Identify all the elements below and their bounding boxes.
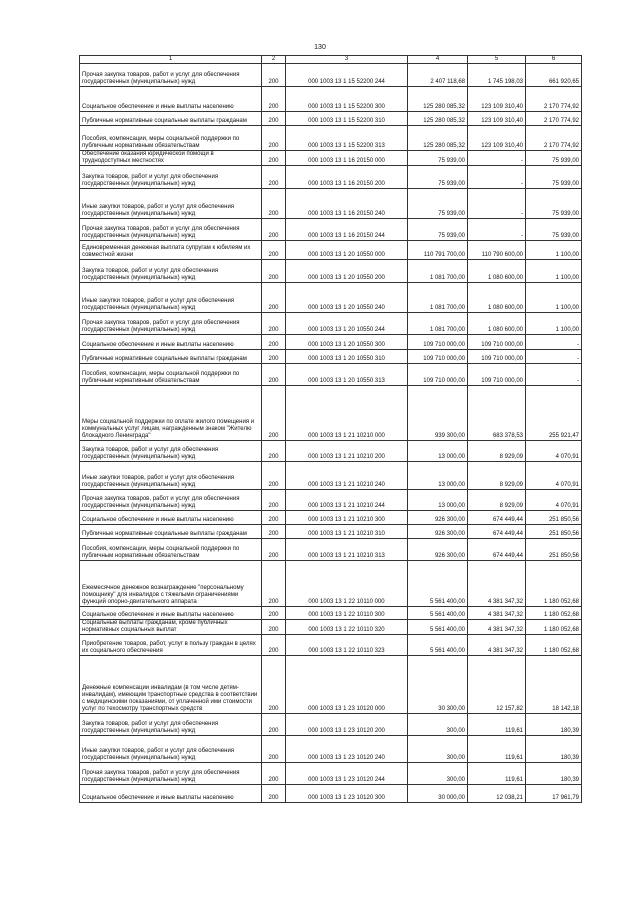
- row-name: Закупка товаров, работ и услуг для обеспечения государственных (муниципальных) нужд: [80, 441, 262, 462]
- row-plan-amount: 125 280 085,32: [408, 87, 468, 112]
- row-remaining-amount: 1 180 052,68: [526, 635, 582, 656]
- row-name: Меры социальной поддержки по оплате жилого помещения и коммунальных услуг лицам, награжденным знаком "Жителю блокадного Ленинграда": [80, 386, 262, 441]
- row-executed-amount: 123 109 310,40: [468, 87, 526, 112]
- row-grbs-code: 200: [262, 763, 286, 785]
- table-row: [80, 87, 582, 112]
- row-remaining-amount: 18 142,18: [526, 656, 582, 714]
- header-cell: 6: [526, 56, 582, 64]
- row-executed-amount: 12 157,82: [468, 656, 526, 714]
- row-plan-amount: 1 081 700,00: [408, 260, 468, 283]
- row-remaining-amount: 4 070,91: [526, 441, 582, 462]
- row-name: Прочая закупка товаров, работ и услуг для обеспечения государственных (муниципальных) нужд: [80, 490, 262, 511]
- row-grbs-code: 200: [262, 785, 286, 803]
- row-name: Единовременная денежная выплата супругам к юбилеям их совместной жизни: [80, 241, 262, 260]
- row-name: Иные закупки товаров, работ и услуг для обеспечения государственных (муниципальных) нужд: [80, 189, 262, 219]
- row-remaining-amount: 2 170 774,92: [526, 112, 582, 126]
- table-header-row: [80, 56, 582, 64]
- row-grbs-code: 200: [262, 87, 286, 112]
- page-number: 130: [314, 44, 326, 51]
- row-grbs-code: 200: [262, 386, 286, 441]
- row-name: Социальные выплаты гражданам, кроме публичных нормативных социальных выплат: [80, 620, 262, 635]
- row-remaining-amount: 1 100,00: [526, 260, 582, 283]
- row-budget-code: 000 1003 13 1 21 10210 244: [286, 490, 408, 511]
- row-budget-code: 000 1003 13 1 21 10210 240: [286, 462, 408, 490]
- row-budget-code: 000 1003 13 1 21 10210 310: [286, 525, 408, 539]
- row-plan-amount: 926 300,00: [408, 525, 468, 539]
- table-row: [80, 335, 582, 350]
- row-remaining-amount: 75 939,00: [526, 219, 582, 241]
- row-name: Закупка товаров, работ и услуг для обеспечения государственных (муниципальных) нужд: [80, 260, 262, 283]
- table-row: [80, 635, 582, 656]
- row-budget-code: 000 1003 13 1 15 52200 310: [286, 112, 408, 126]
- row-plan-amount: 300,00: [408, 714, 468, 736]
- row-grbs-code: 200: [262, 620, 286, 635]
- row-executed-amount: 674 449,44: [468, 511, 526, 525]
- row-remaining-amount: 1 180 052,68: [526, 561, 582, 607]
- row-name: Иные закупки товаров, работ и услуг для обеспечения государственных (муниципальных) нужд: [80, 283, 262, 313]
- row-name: Иные закупки товаров, работ и услуг для обеспечения государственных (муниципальных) нужд: [80, 736, 262, 763]
- row-remaining-amount: -: [526, 364, 582, 386]
- row-budget-code: 000 1003 13 1 23 10120 240: [286, 736, 408, 763]
- row-grbs-code: 200: [262, 350, 286, 364]
- row-plan-amount: 13 000,00: [408, 462, 468, 490]
- table-row: [80, 283, 582, 313]
- table-row: [80, 189, 582, 219]
- row-plan-amount: 75 939,00: [408, 219, 468, 241]
- header-cell: 2: [262, 56, 286, 64]
- row-budget-code: 000 1003 13 1 20 10550 240: [286, 283, 408, 313]
- row-executed-amount: -: [468, 219, 526, 241]
- row-budget-code: 000 1003 13 1 16 20150 240: [286, 189, 408, 219]
- row-executed-amount: 4 381 347,32: [468, 620, 526, 635]
- table-row: [80, 490, 582, 511]
- row-executed-amount: 674 449,44: [468, 525, 526, 539]
- row-budget-code: 000 1003 13 1 20 10550 000: [286, 241, 408, 260]
- row-budget-code: 000 1003 13 1 23 10120 200: [286, 714, 408, 736]
- row-remaining-amount: 251 850,56: [526, 525, 582, 539]
- row-remaining-amount: 17 961,79: [526, 785, 582, 803]
- table-row: [80, 763, 582, 785]
- row-plan-amount: 300,00: [408, 763, 468, 785]
- row-remaining-amount: 251 850,56: [526, 511, 582, 525]
- row-name: Прочая закупка товаров, работ и услуг для обеспечения государственных (муниципальных) нужд: [80, 64, 262, 87]
- row-executed-amount: 109 710 000,00: [468, 350, 526, 364]
- row-executed-amount: 123 109 310,40: [468, 112, 526, 126]
- row-grbs-code: 200: [262, 364, 286, 386]
- header-cell: 1: [80, 56, 262, 64]
- row-budget-code: 000 1003 13 1 22 10110 323: [286, 635, 408, 656]
- row-budget-code: 000 1003 13 1 23 10120 300: [286, 785, 408, 803]
- row-grbs-code: 200: [262, 260, 286, 283]
- row-executed-amount: 4 381 347,32: [468, 607, 526, 620]
- row-grbs-code: 200: [262, 219, 286, 241]
- row-plan-amount: 75 939,00: [408, 151, 468, 166]
- row-budget-code: 000 1003 13 1 15 52200 244: [286, 64, 408, 87]
- row-budget-code: 000 1003 13 1 21 10210 313: [286, 539, 408, 561]
- row-executed-amount: -: [468, 151, 526, 166]
- header-cell: 5: [468, 56, 526, 64]
- row-plan-amount: 13 000,00: [408, 490, 468, 511]
- row-plan-amount: 125 280 085,32: [408, 112, 468, 126]
- row-budget-code: 000 1003 13 1 15 52200 313: [286, 126, 408, 151]
- row-name: Социальное обеспечение и иные выплаты населению: [80, 335, 262, 350]
- table-row: [80, 539, 582, 561]
- row-budget-code: 000 1003 13 1 21 10210 000: [286, 386, 408, 441]
- row-grbs-code: 200: [262, 714, 286, 736]
- row-budget-code: 000 1003 13 1 21 10210 300: [286, 511, 408, 525]
- row-plan-amount: 13 000,00: [408, 441, 468, 462]
- row-name: Приобретение товаров, работ, услуг в пользу граждан в целях их социального обеспечения: [80, 635, 262, 656]
- row-budget-code: 000 1003 13 1 16 20150 000: [286, 151, 408, 166]
- row-budget-code: 000 1003 13 1 16 20150 244: [286, 219, 408, 241]
- table-row: [80, 441, 582, 462]
- table-row: [80, 350, 582, 364]
- row-name: Публичные нормативные социальные выплаты гражданам: [80, 525, 262, 539]
- row-name: Публичные нормативные социальные выплаты гражданам: [80, 350, 262, 364]
- row-plan-amount: 2 407 118,68: [408, 64, 468, 87]
- row-plan-amount: 30 300,00: [408, 656, 468, 714]
- row-plan-amount: 125 280 085,32: [408, 126, 468, 151]
- row-grbs-code: 200: [262, 241, 286, 260]
- row-executed-amount: 674 449,44: [468, 539, 526, 561]
- row-plan-amount: 926 300,00: [408, 511, 468, 525]
- row-name: Пособия, компенсации, меры социальной поддержки по публичным нормативным обязательствам: [80, 126, 262, 151]
- row-plan-amount: 1 081 700,00: [408, 313, 468, 335]
- row-grbs-code: 200: [262, 656, 286, 714]
- row-grbs-code: 200: [262, 335, 286, 350]
- row-grbs-code: 200: [262, 112, 286, 126]
- row-executed-amount: 1 080 600,00: [468, 260, 526, 283]
- row-name: Социальное обеспечение и иные выплаты населению: [80, 87, 262, 112]
- row-budget-code: 000 1003 13 1 20 10550 313: [286, 364, 408, 386]
- row-grbs-code: 200: [262, 313, 286, 335]
- row-name: Пособия, компенсации, меры социальной поддержки по публичным нормативным обязательствам: [80, 539, 262, 561]
- row-remaining-amount: 180,39: [526, 714, 582, 736]
- row-name: Обеспечение оказания юридической помощи в труднодоступных местностях: [80, 151, 262, 166]
- row-remaining-amount: 1 100,00: [526, 283, 582, 313]
- row-grbs-code: 200: [262, 607, 286, 620]
- table-row: [80, 620, 582, 635]
- row-plan-amount: 5 561 400,00: [408, 607, 468, 620]
- row-executed-amount: -: [468, 189, 526, 219]
- row-grbs-code: 200: [262, 511, 286, 525]
- row-budget-code: 000 1003 13 1 20 10550 300: [286, 335, 408, 350]
- row-budget-code: 000 1003 13 1 23 10120 244: [286, 763, 408, 785]
- row-remaining-amount: 75 939,00: [526, 166, 582, 189]
- row-executed-amount: 1 080 600,00: [468, 313, 526, 335]
- row-plan-amount: 110 791 700,00: [408, 241, 468, 260]
- row-remaining-amount: 2 170 774,92: [526, 126, 582, 151]
- row-executed-amount: 1 080 600,00: [468, 283, 526, 313]
- row-name: Денежные компенсации инвалидам (в том числе детям-инвалидам), имеющим транспортные средства в соответствии с медицинскими показаниями, от уплаченной ими стоимости услуг по техосмотру транспортных средств: [80, 656, 262, 714]
- row-executed-amount: 8 929,09: [468, 490, 526, 511]
- row-executed-amount: 12 038,21: [468, 785, 526, 803]
- row-plan-amount: 5 561 400,00: [408, 635, 468, 656]
- budget-table: [79, 55, 582, 803]
- row-executed-amount: 109 710 000,00: [468, 364, 526, 386]
- table-row: [80, 511, 582, 525]
- table-row: [80, 656, 582, 714]
- table-row: [80, 386, 582, 441]
- row-remaining-amount: 75 939,00: [526, 189, 582, 219]
- row-plan-amount: 75 939,00: [408, 189, 468, 219]
- table-row: [80, 736, 582, 763]
- row-budget-code: 000 1003 13 1 15 52200 300: [286, 87, 408, 112]
- row-remaining-amount: 75 939,00: [526, 151, 582, 166]
- table-row: [80, 313, 582, 335]
- row-remaining-amount: 180,39: [526, 736, 582, 763]
- row-budget-code: 000 1003 13 1 16 20150 200: [286, 166, 408, 189]
- row-plan-amount: 109 710 000,00: [408, 335, 468, 350]
- table-row: [80, 166, 582, 189]
- table-row: [80, 219, 582, 241]
- table-row: [80, 462, 582, 490]
- row-grbs-code: 200: [262, 462, 286, 490]
- row-budget-code: 000 1003 13 1 20 10550 200: [286, 260, 408, 283]
- row-grbs-code: 200: [262, 635, 286, 656]
- table-row: [80, 241, 582, 260]
- row-remaining-amount: 4 070,91: [526, 462, 582, 490]
- row-budget-code: 000 1003 13 1 20 10550 310: [286, 350, 408, 364]
- row-executed-amount: 1 745 198,03: [468, 64, 526, 87]
- row-executed-amount: 123 109 310,40: [468, 126, 526, 151]
- row-plan-amount: 926 300,00: [408, 539, 468, 561]
- row-name: Прочая закупка товаров, работ и услуг для обеспечения государственных (муниципальных) нужд: [80, 313, 262, 335]
- table-row: [80, 112, 582, 126]
- row-budget-code: 000 1003 13 1 23 10120 000: [286, 656, 408, 714]
- row-grbs-code: 200: [262, 189, 286, 219]
- row-name: Прочая закупка товаров, работ и услуг для обеспечения государственных (муниципальных) нужд: [80, 763, 262, 785]
- row-grbs-code: 200: [262, 441, 286, 462]
- row-grbs-code: 200: [262, 525, 286, 539]
- table-row: [80, 561, 582, 607]
- row-name: Прочая закупка товаров, работ и услуг для обеспечения государственных (муниципальных) нужд: [80, 219, 262, 241]
- row-remaining-amount: 251 850,56: [526, 539, 582, 561]
- row-remaining-amount: 661 920,65: [526, 64, 582, 87]
- row-remaining-amount: 1 100,00: [526, 241, 582, 260]
- row-name: Социальное обеспечение и иные выплаты населению: [80, 785, 262, 803]
- row-plan-amount: 5 561 400,00: [408, 561, 468, 607]
- row-budget-code: 000 1003 13 1 20 10550 244: [286, 313, 408, 335]
- row-remaining-amount: 1 100,00: [526, 313, 582, 335]
- row-executed-amount: 683 378,53: [468, 386, 526, 441]
- row-plan-amount: 30 000,00: [408, 785, 468, 803]
- row-budget-code: 000 1003 13 1 22 10110 300: [286, 607, 408, 620]
- table-row: [80, 364, 582, 386]
- row-name: Публичные нормативные социальные выплаты гражданам: [80, 112, 262, 126]
- row-grbs-code: 200: [262, 736, 286, 763]
- row-name: Пособия, компенсации, меры социальной поддержки по публичным нормативным обязательствам: [80, 364, 262, 386]
- row-remaining-amount: 4 070,91: [526, 490, 582, 511]
- row-name: Закупка товаров, работ и услуг для обеспечения государственных (муниципальных) нужд: [80, 714, 262, 736]
- row-grbs-code: 200: [262, 490, 286, 511]
- row-executed-amount: 4 381 347,32: [468, 635, 526, 656]
- row-plan-amount: 109 710 000,00: [408, 350, 468, 364]
- row-executed-amount: 110 790 600,00: [468, 241, 526, 260]
- row-grbs-code: 200: [262, 166, 286, 189]
- row-remaining-amount: -: [526, 350, 582, 364]
- table-row: [80, 785, 582, 803]
- row-remaining-amount: 2 170 774,92: [526, 87, 582, 112]
- row-plan-amount: 300,00: [408, 736, 468, 763]
- row-grbs-code: 200: [262, 64, 286, 87]
- row-budget-code: 000 1003 13 1 22 10110 000: [286, 561, 408, 607]
- row-plan-amount: 1 081 700,00: [408, 283, 468, 313]
- row-remaining-amount: 1 180 052,68: [526, 620, 582, 635]
- row-remaining-amount: 180,39: [526, 763, 582, 785]
- row-name: Ежемесячное денежное вознаграждение "персональному помощнику" для инвалидов с тяжелыми ограничениями функций опорно-двигательного аппарата: [80, 561, 262, 607]
- table-row: [80, 525, 582, 539]
- row-plan-amount: 939 300,00: [408, 386, 468, 441]
- row-executed-amount: 109 710 000,00: [468, 335, 526, 350]
- row-name: Закупка товаров, работ и услуг для обеспечения государственных (муниципальных) нужд: [80, 166, 262, 189]
- row-grbs-code: 200: [262, 126, 286, 151]
- row-executed-amount: 8 929,09: [468, 441, 526, 462]
- row-remaining-amount: 1 180 052,68: [526, 607, 582, 620]
- row-name: Социальное обеспечение и иные выплаты населению: [80, 511, 262, 525]
- row-name: Социальное обеспечение и иные выплаты населению: [80, 607, 262, 620]
- row-remaining-amount: -: [526, 335, 582, 350]
- row-name: Иные закупки товаров, работ и услуг для обеспечения государственных (муниципальных) нужд: [80, 462, 262, 490]
- row-plan-amount: 109 710 000,00: [408, 364, 468, 386]
- row-executed-amount: -: [468, 166, 526, 189]
- row-plan-amount: 5 561 400,00: [408, 620, 468, 635]
- row-plan-amount: 75 939,00: [408, 166, 468, 189]
- row-executed-amount: 8 929,09: [468, 462, 526, 490]
- row-budget-code: 000 1003 13 1 21 10210 200: [286, 441, 408, 462]
- row-grbs-code: 200: [262, 151, 286, 166]
- row-executed-amount: 4 381 347,32: [468, 561, 526, 607]
- row-executed-amount: 119,61: [468, 714, 526, 736]
- row-budget-code: 000 1003 13 1 22 10110 320: [286, 620, 408, 635]
- row-remaining-amount: 255 921,47: [526, 386, 582, 441]
- row-grbs-code: 200: [262, 283, 286, 313]
- table-row: [80, 64, 582, 87]
- table-row: [80, 260, 582, 283]
- table-row: [80, 151, 582, 166]
- row-grbs-code: 200: [262, 561, 286, 607]
- row-grbs-code: 200: [262, 539, 286, 561]
- row-executed-amount: 119,61: [468, 736, 526, 763]
- table-row: [80, 714, 582, 736]
- table-row: [80, 126, 582, 151]
- header-cell: 3: [286, 56, 408, 64]
- row-executed-amount: 119,61: [468, 763, 526, 785]
- header-cell: 4: [408, 56, 468, 64]
- table-row: [80, 607, 582, 620]
